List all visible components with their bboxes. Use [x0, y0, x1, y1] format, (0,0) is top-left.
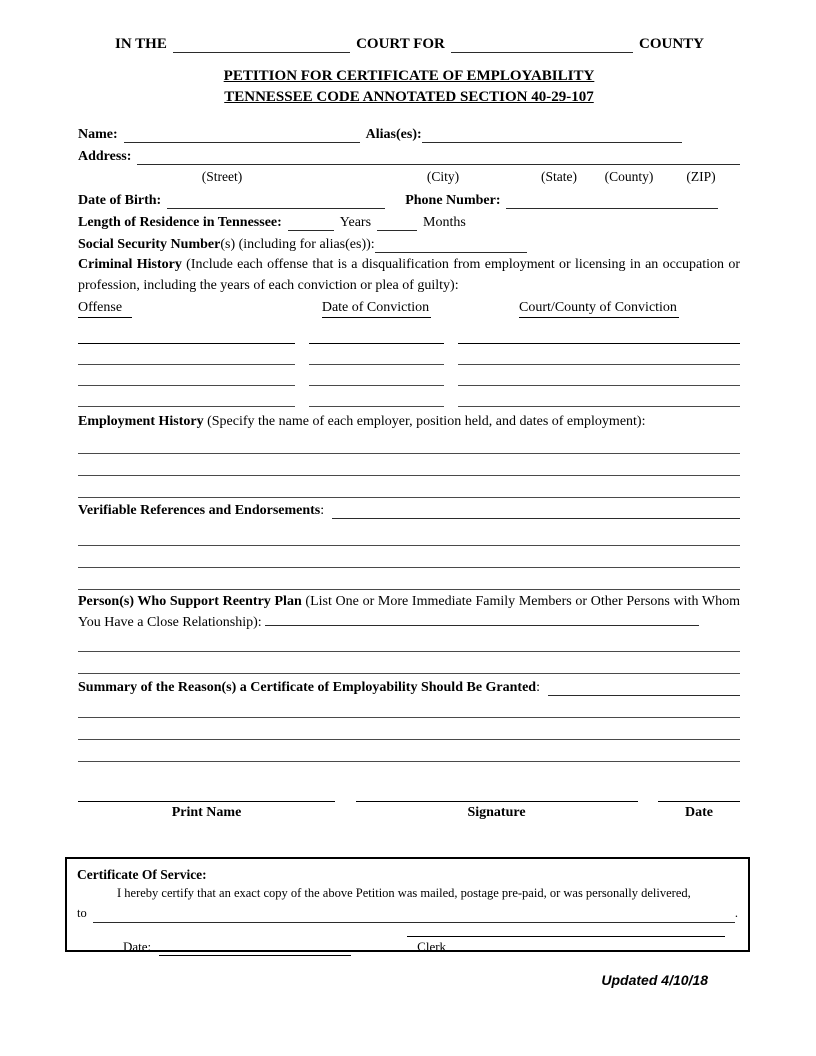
- certificate-of-service-heading: Certificate Of Service:: [77, 867, 207, 882]
- offense-row: [78, 365, 740, 386]
- years-label: Years: [339, 215, 372, 230]
- references-colon: :: [320, 503, 325, 518]
- zip-sublabel: (ZIP): [686, 169, 716, 184]
- criminal-history-label: Criminal History: [78, 257, 182, 272]
- in-the-label: IN THE: [115, 36, 167, 52]
- years-blank[interactable]: [288, 214, 334, 231]
- signature-blank[interactable]: [356, 762, 638, 802]
- phone-blank[interactable]: [506, 192, 718, 209]
- summary-blank-line[interactable]: [78, 696, 740, 718]
- conviction-date-blank[interactable]: [309, 386, 444, 407]
- reentry-plan-blank[interactable]: [265, 613, 699, 626]
- summary-row: [78, 675, 740, 696]
- state-sublabel: (State): [541, 169, 577, 184]
- street-sublabel: (Street): [201, 169, 243, 184]
- signature-lines: [78, 762, 740, 802]
- offense-row: [78, 386, 740, 407]
- references-label: Verifiable References and Endorsements: [78, 503, 321, 518]
- phone-label: Phone Number:: [405, 193, 501, 208]
- criminal-history-instructions: (Include each offense that is a disqualification from employment or licensing in an occupation or profession, including the years of each conviction or plea of guilty):: [78, 257, 740, 293]
- signature-label: Signature: [467, 805, 526, 820]
- service-date-label: Date:: [123, 939, 152, 954]
- date-of-conviction-column-header: Date of Conviction: [322, 300, 431, 318]
- dob-phone-row: [78, 187, 740, 209]
- ssn-blank[interactable]: [375, 236, 527, 253]
- to-period: .: [734, 906, 738, 920]
- months-blank[interactable]: [377, 214, 417, 231]
- service-date-blank[interactable]: [159, 941, 351, 956]
- offense-row: [78, 344, 740, 365]
- address-label: Address:: [78, 149, 132, 164]
- petition-title: PETITION FOR CERTIFICATE OF EMPLOYABILITY: [223, 68, 595, 84]
- references-row: [78, 498, 740, 519]
- criminal-history-table: [78, 297, 740, 407]
- summary-colon: :: [536, 680, 540, 695]
- references-blank-line[interactable]: [78, 519, 740, 546]
- criminal-history-intro: [78, 254, 740, 296]
- offense-blank[interactable]: [78, 318, 295, 344]
- court-name-blank[interactable]: [173, 36, 350, 53]
- offense-row: [78, 318, 740, 344]
- offense-column-header: Offense: [78, 300, 132, 318]
- residence-label: Length of Residence in Tennessee:: [78, 215, 282, 230]
- alias-blank[interactable]: [422, 126, 682, 143]
- offense-blank[interactable]: [78, 386, 295, 407]
- print-name-blank[interactable]: [78, 762, 335, 802]
- court-for-label: COURT FOR: [356, 36, 445, 52]
- employment-history-blank[interactable]: [78, 476, 740, 498]
- address-row: [78, 143, 740, 165]
- court-header: [115, 31, 704, 53]
- reentry-plan-label: Person(s) Who Support Reentry Plan: [78, 594, 302, 609]
- certificate-of-service-box: [65, 857, 750, 952]
- certificate-date-row: [123, 936, 738, 956]
- county-sublabel: (County): [604, 169, 654, 184]
- updated-note: Updated 4/10/18: [601, 972, 708, 988]
- employment-history-intro: [78, 411, 740, 432]
- references-blank[interactable]: [332, 502, 740, 519]
- to-label: to: [77, 906, 87, 920]
- city-sublabel: (City): [426, 169, 460, 184]
- print-name-label: Print Name: [171, 805, 242, 820]
- date-blank[interactable]: [658, 762, 740, 802]
- statute-title: TENNESSEE CODE ANNOTATED SECTION 40-29-107: [224, 89, 594, 105]
- references-blank-line[interactable]: [78, 568, 740, 590]
- county-name-blank[interactable]: [451, 36, 633, 53]
- summary-blank-line[interactable]: [78, 718, 740, 740]
- name-blank[interactable]: [124, 126, 360, 143]
- reentry-plan-intro: [78, 591, 740, 633]
- conviction-date-blank[interactable]: [309, 344, 444, 365]
- ssn-row: [78, 231, 740, 253]
- reentry-plan-blank-line[interactable]: [78, 633, 740, 652]
- summary-label: Summary of the Reason(s) a Certificate of Employability Should Be Granted: [78, 680, 537, 695]
- offense-blank[interactable]: [78, 365, 295, 386]
- conviction-date-blank[interactable]: [309, 318, 444, 344]
- reentry-plan-instructions: (List One or More Immediate Family Members or Other Persons with Whom You Have a Close Relationship):: [78, 594, 741, 630]
- dob-label: Date of Birth:: [78, 193, 162, 208]
- name-alias-row: [78, 121, 740, 143]
- offense-blank[interactable]: [78, 344, 295, 365]
- county-label: COUNTY: [638, 36, 704, 52]
- conviction-court-blank[interactable]: [458, 344, 740, 365]
- months-label: Months: [423, 215, 466, 230]
- ssn-label: Social Security Number: [78, 237, 221, 252]
- date-label: Date: [685, 805, 713, 820]
- employment-history-blank[interactable]: [78, 454, 740, 476]
- employment-history-blank[interactable]: [78, 432, 740, 454]
- summary-blank-line[interactable]: [78, 740, 740, 762]
- conviction-court-blank[interactable]: [458, 386, 740, 407]
- employment-history-label: Employment History: [78, 414, 204, 429]
- residence-row: [78, 209, 740, 231]
- title-block: [78, 66, 740, 108]
- clerk-signature-area: [407, 919, 725, 956]
- signature-labels: [78, 802, 740, 824]
- dob-blank[interactable]: [167, 192, 385, 209]
- court-county-column-header: Court/County of Conviction: [519, 300, 679, 318]
- references-blank-line[interactable]: [78, 546, 740, 568]
- address-sublabels: [78, 165, 740, 187]
- clerk-signature-blank[interactable]: [407, 919, 725, 937]
- ssn-suffix: (s) (including for alias(es)):: [220, 237, 375, 252]
- criminal-history-header: [78, 297, 740, 318]
- address-blank[interactable]: [137, 148, 740, 165]
- alias-label: Alias(es):: [365, 127, 422, 142]
- certificate-of-service-body: I hereby certify that an exact copy of the above Petition was mailed, postage pre-paid, or was personally delivered,: [117, 886, 691, 900]
- conviction-date-blank[interactable]: [309, 365, 444, 386]
- summary-blank[interactable]: [548, 679, 740, 696]
- conviction-court-blank[interactable]: [458, 318, 740, 344]
- reentry-plan-blank-line[interactable]: [78, 652, 740, 674]
- name-label: Name:: [78, 127, 118, 142]
- conviction-court-blank[interactable]: [458, 365, 740, 386]
- clerk-label: Clerk: [417, 939, 447, 954]
- employment-history-instructions: (Specify the name of each employer, position held, and dates of employment):: [203, 414, 646, 429]
